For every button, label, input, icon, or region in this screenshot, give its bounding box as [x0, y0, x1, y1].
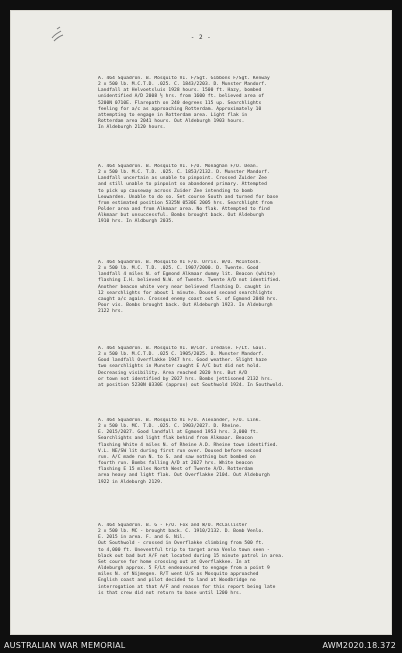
- entry-line: V.L. NE/SW lit during first run over. Doused before second: [98, 448, 262, 454]
- entry-line: Poor vis. Bombs brought back. Out Aldeburgh 1923. In Aldeburgh: [98, 303, 273, 309]
- entry-line: 2 x 500 lb. MC - brought back. C. 1910/2132. D. Bomb Venlo.: [98, 529, 265, 535]
- entry-line: In Aldeburgh 2120 hours.: [98, 125, 166, 131]
- entry-line: flashing E 15 miles North West of Twente A/D. Rotterdam: [98, 467, 253, 473]
- entry-line: Leuwarden. Unable to do so. Set course South and turned for base: [98, 194, 279, 200]
- document-page: [10, 10, 392, 635]
- entry-line: fourth run. Bombs falling A/D at 2027 hrs. White beacon: [98, 461, 253, 467]
- entry-line: 5200N 0710E. Flarepath on 240 degrees 115 up. Searchlights: [98, 100, 262, 106]
- entry-line: feeling for a/c as approaching Rotterdam. Approximately 10: [98, 106, 262, 112]
- footer-institution: AUSTRALIAN WAR MEMORIAL: [4, 641, 126, 650]
- entry-line: miles N. of Nijmegen. R/T went U/S as Mosquito approached: [98, 572, 259, 578]
- sortie-entry-2: [98, 164, 374, 226]
- sortie-entry-6: [98, 523, 374, 597]
- entry-line: 2 x 500 lb. MC. T.D. .025. C. 1903/2027. D. Rheine.: [98, 424, 242, 430]
- entry-line: is that crew did not return to base until 1200 hrs.: [98, 590, 242, 596]
- entry-line: 1910 hrs. In Aldburgh 2035.: [98, 219, 175, 225]
- entry-line: E. 2015/2027. Good landfall at Egmond 1953 hrs. 3,000 ft.: [98, 430, 259, 436]
- entry-line: Rotterdam area 2041 hours. Out Aldeburgh 1903 hours.: [98, 119, 245, 125]
- entry-line: Polder area and from Alkmaar area. No flak. Attempted to find: [98, 207, 270, 213]
- archive-footer: [0, 637, 402, 653]
- sortie-entry-5: [98, 418, 374, 486]
- entry-line: Decreasing visibility. Area reached 2020 hrs. But A/D: [98, 370, 248, 376]
- entry-line: interrogation at that A/F and reason for this report being late: [98, 584, 276, 590]
- entry-line: 2 x 500 lb. M.C. T.D. .025. C. 1853/2132. D. Munster Mandorf.: [98, 170, 270, 176]
- entry-line: A. 464 Squadron. B. Mosquito VI F/O. Orris. W/O. McIntosh.: [98, 260, 262, 265]
- entry-line: Alkmaar but unsuccessful. Bombs brought back. Out Aldeburgh: [98, 213, 265, 219]
- entry-line: Landfall at Helvoetsluis 1928 hours. 1500 ft. Hazy, bombed: [98, 88, 262, 94]
- entry-line: A. 464 Squadron. B. Mosquito VI. F/Sgt. Gibbons F/Sgt. Kenway: [98, 76, 270, 81]
- sortie-entry-3: [98, 260, 374, 315]
- entry-line: and still unable to pinpoint so abandoned primary. Attempted: [98, 182, 267, 188]
- entry-line: at position 5230N 0330E (approx) out Southwold 1924. In Southwold.: [98, 382, 284, 388]
- entry-line: English coast and pilot decided to land at Woodbridge no: [98, 578, 256, 584]
- entry-line: flashing I.H. believed N.W. of Twente. Twente A/D not identified.: [98, 278, 282, 284]
- sortie-entry-4: [98, 346, 374, 389]
- entry-line: Another beacon white very near believed flashing D. caught in: [98, 284, 270, 290]
- entry-line: Searchlights and light flak behind from Alkmaar. Beacon: [98, 436, 253, 442]
- entry-line: A. 464 Squadron. B. Mosquito VI. F/O. Monaghan F/O. Dean.: [98, 164, 259, 169]
- footer-accession-number: AWM2020.18.372: [322, 641, 396, 650]
- entry-line: 2122 hrs.: [98, 309, 124, 315]
- entry-line: E. 2015 in area. F. and G. Nil.: [98, 535, 186, 541]
- entry-line: 2 x 500 lb. M.C. T.D. .025. C. 1907/2000. D. Twente. Good: [98, 266, 259, 272]
- sortie-entry-1: [98, 76, 374, 131]
- entry-line: to 4,000 ft. Uneventful trip to target area Venlo town seen -: [98, 547, 270, 553]
- entry-line: A. 464 Squadron. B. G - F/O. Fox and W/O. McCallister: [98, 523, 248, 528]
- page-number: - 2 -: [190, 34, 212, 41]
- entry-line: 2 x 500 lb. M.C.T.D. .025. C. 1843/2203. D. Munster Mandorf.: [98, 82, 267, 88]
- entry-line: caught a/c again. Crossed enemy coast out S. of Egmond 2048 hrs.: [98, 296, 279, 302]
- entry-line: 12 searchlights for about 1 minute. Doused second searchlights: [98, 290, 273, 296]
- entry-line: A. 464 Squadron. B. Mosquito VI. W/Cdr. Iredale. F/Lt. Gaul.: [98, 346, 267, 351]
- entry-line: landfall 4 miles N. of Egmond Alkmaar dummy lit. Beacon (white): [98, 272, 276, 278]
- entry-line: or town not identified by 2027 hrs. Bombs jettisoned 2132 hrs.: [98, 376, 273, 382]
- entry-line: two searchlights in Munster caught E A/C but did not hold.: [98, 364, 262, 370]
- entry-line: run. A/C made run N. to S. and saw nothing but bombed on: [98, 454, 256, 460]
- entry-line: Aldeburgh approx. 5 F/Lt endeavoured to engage from a point 9: [98, 566, 270, 572]
- entry-line: from estimated position 5325N 0530E 2005 hrs. Searchlight from: [98, 200, 273, 206]
- entry-line: black out bad but A/F not located during 15 minute patrol in area.: [98, 553, 284, 559]
- entry-line: attempting to engage in Rotterdam area. Light flak in: [98, 112, 248, 118]
- entry-line: to pick up causeway across Zuider Zee intending to bomb: [98, 188, 253, 194]
- entry-line: A. 464 Squadron. B. Mosquito VI F/O. Alexander, F/O. Link.: [98, 418, 262, 423]
- entry-line: area heavy and light flak. Out Overflakke 2104. Out Aldeburgh: [98, 473, 270, 479]
- entry-line: Set course for home crossing out at Overflakkee. In at: [98, 559, 251, 565]
- entry-line: 2 x 500 lb. M.C.T.D. .025 C. 1905/2025. D. Munster Mandorf.: [98, 352, 265, 358]
- entry-line: Out Southwold - crossed in Overflakke climbing from 500 ft.: [98, 541, 265, 547]
- entry-line: 1922 in Aldeburgh 2129.: [98, 479, 163, 485]
- entry-line: Landfall uncertain as unable to pinpoint. Crossed Zuider Zee: [98, 176, 267, 182]
- entry-line: flashing White 4 miles N. of Rheine A.D. Rheine town identified.: [98, 442, 279, 448]
- entry-line: unidentified A/D 2008 ½ hrs. from 1600 ft. believed area of: [98, 94, 265, 100]
- entry-line: Good landfall Overflakke 1947 hrs. Good weather. Slight haze: [98, 358, 267, 364]
